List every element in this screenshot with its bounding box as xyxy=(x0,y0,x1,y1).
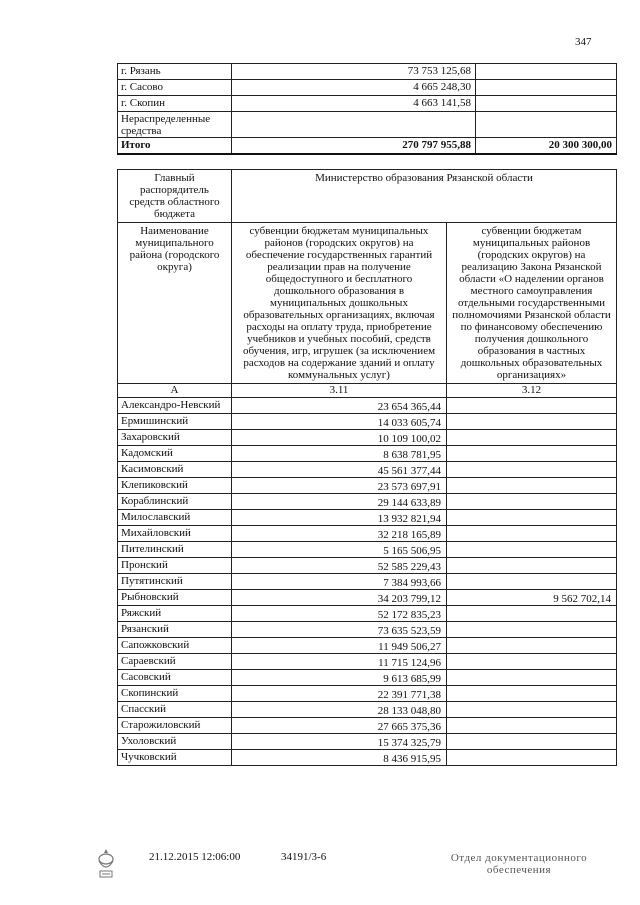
table-row xyxy=(118,622,617,638)
table-row xyxy=(118,574,617,590)
summary-name: г. Сасово xyxy=(118,80,232,96)
value-311: 9 613 685,99 xyxy=(232,670,447,686)
table-row xyxy=(118,478,617,494)
value-311: 8 638 781,95 xyxy=(232,446,447,462)
value-311: 7 384 993,66 xyxy=(232,574,447,590)
value-312 xyxy=(447,414,617,430)
district-name: Кораблинский xyxy=(118,494,232,510)
summary-row xyxy=(118,96,617,112)
value-311: 11 715 124,96 xyxy=(232,654,447,670)
value-312 xyxy=(447,718,617,734)
summary-name: г. Скопин xyxy=(118,96,232,112)
value-312 xyxy=(447,750,617,766)
footer-datetime: 21.12.2015 12:06:00 xyxy=(149,851,241,863)
value-311: 73 635 523,59 xyxy=(232,622,447,638)
summary-row xyxy=(118,138,617,155)
summary-row xyxy=(118,80,617,96)
value-311: 27 665 375,36 xyxy=(232,718,447,734)
value-312 xyxy=(447,606,617,622)
distributor-label: Главный распорядитель средств областного бюджета xyxy=(118,170,232,223)
column-312-description: субвенции бюджетам муниципальных районов (городских округов) на реализацию Закона Рязанской области «О наделении органов местного самоуправления отдельными государственными полномочиями Рязанской области по финансовому обеспечению получения дошкольного образования в частных дошкольных образовательных организациях» xyxy=(447,223,617,384)
district-name: Кадомский xyxy=(118,446,232,462)
value-312 xyxy=(447,398,617,414)
value-311: 45 561 377,44 xyxy=(232,462,447,478)
value-312 xyxy=(447,430,617,446)
summary-value-2 xyxy=(476,96,617,112)
summary-name: Итого xyxy=(118,138,232,155)
value-311: 29 144 633,89 xyxy=(232,494,447,510)
summary-value-2 xyxy=(476,112,617,138)
table-row xyxy=(118,510,617,526)
table-row xyxy=(118,590,617,606)
value-311: 32 218 165,89 xyxy=(232,526,447,542)
value-312 xyxy=(447,622,617,638)
value-312: 9 562 702,14 xyxy=(447,590,617,606)
footer-stamp xyxy=(449,852,589,876)
district-name: Касимовский xyxy=(118,462,232,478)
table-row xyxy=(118,446,617,462)
value-312 xyxy=(447,462,617,478)
value-311: 23 654 365,44 xyxy=(232,398,447,414)
summary-row xyxy=(118,64,617,80)
table-row xyxy=(118,718,617,734)
district-name: Пителинский xyxy=(118,542,232,558)
value-311: 10 109 100,02 xyxy=(232,430,447,446)
table-row xyxy=(118,606,617,622)
table-row xyxy=(118,654,617,670)
stamp-line-2: обеспечения xyxy=(486,864,552,876)
value-312 xyxy=(447,670,617,686)
value-311: 34 203 799,12 xyxy=(232,590,447,606)
table-row xyxy=(118,494,617,510)
value-312 xyxy=(447,542,617,558)
district-name: Александро-Невский xyxy=(118,398,232,414)
summary-value-2 xyxy=(476,64,617,80)
district-name: Милославский xyxy=(118,510,232,526)
district-name: Пронский xyxy=(118,558,232,574)
value-312 xyxy=(447,494,617,510)
district-name: Чучковский xyxy=(118,750,232,766)
value-311: 15 374 325,79 xyxy=(232,734,447,750)
district-name: Путятинский xyxy=(118,574,232,590)
district-name: Сасовский xyxy=(118,670,232,686)
table-row xyxy=(118,686,617,702)
value-312 xyxy=(447,654,617,670)
coat-of-arms-icon xyxy=(94,847,118,879)
column-codes-row xyxy=(118,384,617,398)
summary-value-1: 73 753 125,68 xyxy=(232,64,476,80)
district-name: Сараевский xyxy=(118,654,232,670)
value-311: 52 172 835,23 xyxy=(232,606,447,622)
main-subvention-table xyxy=(117,169,617,766)
district-name: Клепиковский xyxy=(118,478,232,494)
table-row xyxy=(118,526,617,542)
summary-value-1 xyxy=(232,112,476,138)
district-name: Рыбновский xyxy=(118,590,232,606)
district-name: Михайловский xyxy=(118,526,232,542)
district-name: Спасский xyxy=(118,702,232,718)
table-row xyxy=(118,542,617,558)
district-name: Рязанский xyxy=(118,622,232,638)
table-row xyxy=(118,558,617,574)
stamp-line-1: Отдел документационного xyxy=(450,852,588,864)
summary-value-1: 4 663 141,58 xyxy=(232,96,476,112)
page-number: 347 xyxy=(575,36,592,48)
summary-value-1: 270 797 955,88 xyxy=(232,138,476,155)
column-code-a: А xyxy=(118,384,232,398)
value-312 xyxy=(447,526,617,542)
footer-doc-id: 34191/3-6 xyxy=(281,851,327,863)
value-311: 13 932 821,94 xyxy=(232,510,447,526)
table-row xyxy=(118,398,617,414)
value-311: 11 949 506,27 xyxy=(232,638,447,654)
value-311: 22 391 771,38 xyxy=(232,686,447,702)
district-name: Ряжский xyxy=(118,606,232,622)
summary-name: г. Рязань xyxy=(118,64,232,80)
summary-name: Нераспределенные средства xyxy=(118,112,232,138)
header-columns-row xyxy=(118,223,617,384)
table-row xyxy=(118,734,617,750)
district-label: Наименование муниципального района (городского округа) xyxy=(118,223,232,384)
district-name: Сапожковский xyxy=(118,638,232,654)
value-312 xyxy=(447,734,617,750)
value-312 xyxy=(447,574,617,590)
value-311: 23 573 697,91 xyxy=(232,478,447,494)
header-distributor-row xyxy=(118,170,617,223)
district-name: Старожиловский xyxy=(118,718,232,734)
summary-row xyxy=(118,112,617,138)
column-code-312: 3.12 xyxy=(447,384,617,398)
table-row xyxy=(118,638,617,654)
value-312 xyxy=(447,558,617,574)
value-311: 8 436 915,95 xyxy=(232,750,447,766)
column-311-description: субвенции бюджетам муниципальных районов (городских округов) на обеспечение государственных гарантий реализации прав на получение общедоступного и бесплатного дошкольного образования в муниципальных дошкольных образовательных организациях, включая расходы на оплату труда, приобретение учебников и учебных пособий, средств обучения, игр, игрушек (за исключением расходов на содержание зданий и оплату коммунальных услуг) xyxy=(232,223,447,384)
district-name: Ермишинский xyxy=(118,414,232,430)
top-summary-table xyxy=(117,63,617,155)
table-row xyxy=(118,462,617,478)
value-311: 14 033 605,74 xyxy=(232,414,447,430)
value-312 xyxy=(447,478,617,494)
value-311: 52 585 229,43 xyxy=(232,558,447,574)
distributor-value: Министерство образования Рязанской области xyxy=(232,170,617,223)
value-312 xyxy=(447,702,617,718)
table-row xyxy=(118,414,617,430)
district-name: Захаровский xyxy=(118,430,232,446)
district-name: Скопинский xyxy=(118,686,232,702)
value-312 xyxy=(447,638,617,654)
value-312 xyxy=(447,510,617,526)
summary-value-1: 4 665 248,30 xyxy=(232,80,476,96)
column-code-311: 3.11 xyxy=(232,384,447,398)
summary-value-2 xyxy=(476,80,617,96)
value-312 xyxy=(447,446,617,462)
table-row xyxy=(118,702,617,718)
table-row xyxy=(118,670,617,686)
value-311: 5 165 506,95 xyxy=(232,542,447,558)
summary-value-2: 20 300 300,00 xyxy=(476,138,617,155)
value-312 xyxy=(447,686,617,702)
table-row xyxy=(118,750,617,766)
district-name: Ухоловский xyxy=(118,734,232,750)
table-row xyxy=(118,430,617,446)
value-311: 28 133 048,80 xyxy=(232,702,447,718)
